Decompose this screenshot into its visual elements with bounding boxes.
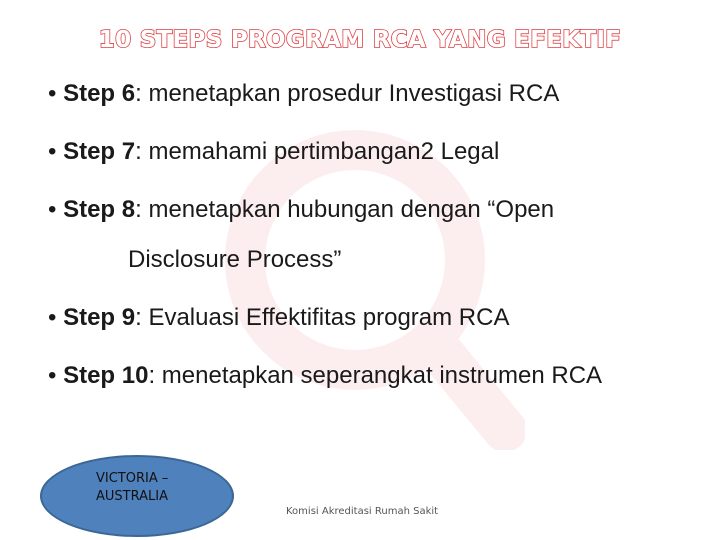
step-label: Step 6 <box>63 80 136 107</box>
step-item-8 <box>48 198 554 222</box>
step-text: : menetapkan hubungan dengan “Open <box>135 196 555 223</box>
bullet-icon: • <box>48 80 64 107</box>
step-label: Step 10 <box>63 362 149 389</box>
slide-title: 10 STEPS PROGRAM RCA YANG EFEKTIF <box>98 27 622 53</box>
bullet-icon: • <box>48 362 64 389</box>
step-text: : menetapkan seperangkat instrumen RCA <box>148 362 603 389</box>
step-item-6 <box>48 82 559 106</box>
magnifier-watermark-icon <box>205 120 525 450</box>
badge-line-1: VICTORIA – <box>96 471 169 486</box>
step-text: : menetapkan prosedur Investigasi RCA <box>135 80 560 107</box>
step-item-10 <box>48 364 602 388</box>
bullet-icon: • <box>48 304 64 331</box>
bullet-icon: • <box>48 196 64 223</box>
step-text: : memahami pertimbangan2 Legal <box>135 138 500 165</box>
footer-text: Komisi Akreditasi Rumah Sakit <box>286 506 439 517</box>
step-label: Step 8 <box>63 196 136 223</box>
source-badge-label <box>96 470 196 506</box>
step-label: Step 9 <box>63 304 136 331</box>
step-item-7 <box>48 140 499 164</box>
step-item-8-continuation: Disclosure Process” <box>128 246 342 273</box>
step-item-9 <box>48 306 509 330</box>
badge-line-2: AUSTRALIA <box>96 489 168 504</box>
step-text: : Evaluasi Effektifitas program RCA <box>135 304 510 331</box>
step-label: Step 7 <box>63 138 136 165</box>
bullet-icon: • <box>48 138 64 165</box>
